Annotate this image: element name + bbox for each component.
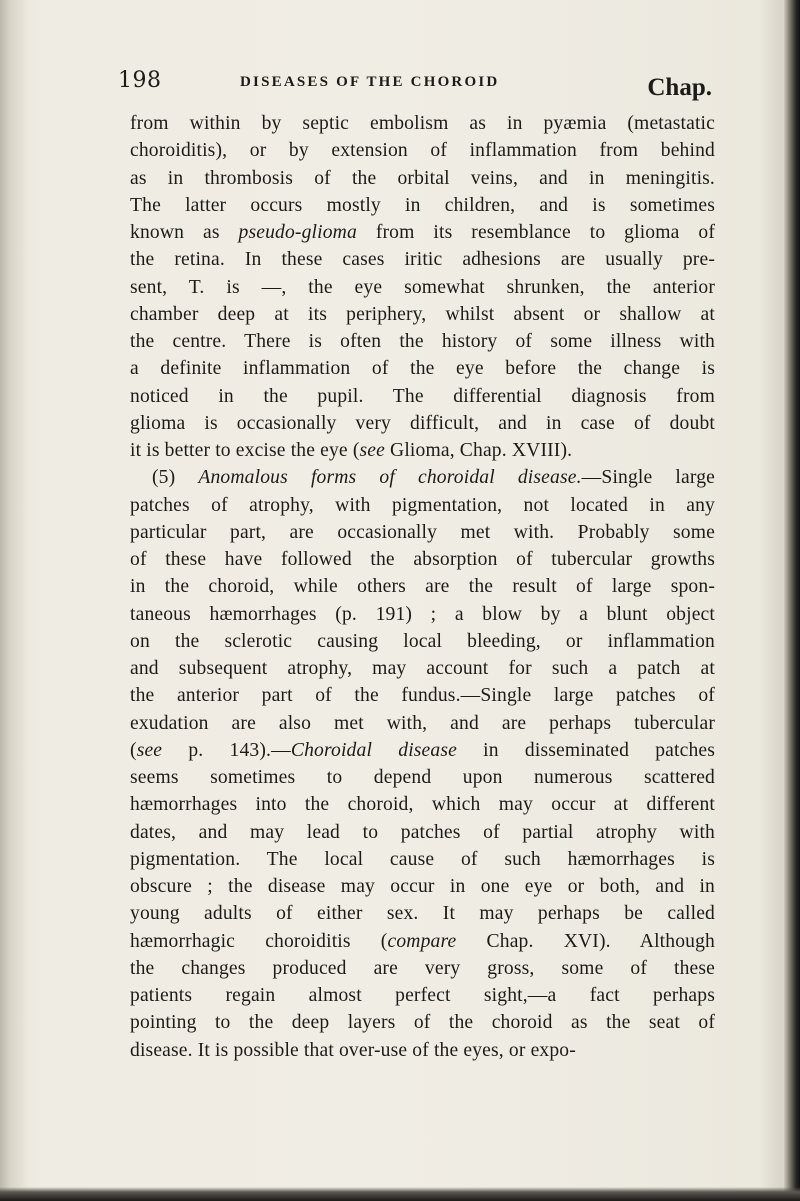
text-line <box>130 601 715 628</box>
text-line <box>130 900 715 927</box>
page-header <box>118 68 712 108</box>
text-run: hæmorrhages into the choroid, which may occur at different <box>130 794 715 816</box>
text-run: dates, and may lead to patches of partial atrophy with <box>130 821 715 843</box>
text-line <box>130 710 715 737</box>
text-line <box>130 655 715 682</box>
text-line <box>130 1009 715 1036</box>
text-run: patches of atrophy, with pigmentation, not located in any <box>130 494 715 516</box>
text-run: on the sclerotic causing local bleeding, or inflammation <box>130 630 715 652</box>
text-line <box>130 846 715 873</box>
text-line <box>130 928 715 955</box>
page-bottom-edge <box>0 1187 800 1201</box>
text-run: as in thrombosis of the orbital veins, and in meningitis. <box>130 167 715 189</box>
text-run: a definite inflammation of the eye before the change is <box>130 358 715 380</box>
text-line <box>130 573 715 600</box>
text-line <box>130 165 715 192</box>
text-run: and subsequent atrophy, may account for such a patch at <box>130 658 715 679</box>
text-line <box>130 246 715 273</box>
text-run: the centre. There is often the history of some illness with <box>130 331 715 352</box>
text-run: Glioma, Chap. XVIII). <box>384 440 573 461</box>
text-line <box>130 137 715 164</box>
text-line <box>130 737 715 764</box>
text-run: pigmentation. The local cause of such hæmorrhages is <box>130 848 715 870</box>
text-run: the changes produced are very gross, some of these <box>130 957 715 979</box>
text-run: known as <box>130 222 239 243</box>
text-run: glioma is occasionally very difficult, and in case of doubt <box>130 412 715 434</box>
text-line <box>130 1037 715 1064</box>
text-line <box>130 219 715 246</box>
text-run: young adults of either sex. It may perhaps be called <box>130 903 715 925</box>
text-line <box>130 274 715 301</box>
text-line <box>130 819 715 846</box>
italic-text: Anomalous forms of choroidal disease. <box>198 467 582 489</box>
text-line <box>130 437 715 464</box>
body-text <box>130 110 715 1064</box>
text-line <box>130 328 715 355</box>
text-run: seems sometimes to depend upon numerous scattered <box>130 767 715 788</box>
text-line <box>130 492 715 519</box>
text-run: particular part, are occasionally met with. Probably some <box>130 521 715 543</box>
running-title: DISEASES OF THE CHOROID <box>240 74 500 90</box>
text-run: noticed in the pupil. The differential diagnosis from <box>130 385 715 407</box>
text-line <box>130 355 715 382</box>
text-line <box>130 410 715 437</box>
italic-text: see <box>359 440 385 461</box>
page-number: 198 <box>118 68 162 93</box>
text-line <box>130 982 715 1009</box>
text-run: disease. It is possible that over-use of the eyes, or expo- <box>130 1039 576 1061</box>
page-right-edge <box>784 0 800 1201</box>
text-line <box>130 464 715 491</box>
text-run: patients regain almost perfect sight,—a fact perhaps <box>130 985 715 1006</box>
text-line <box>130 955 715 982</box>
text-line <box>130 764 715 791</box>
text-line <box>130 301 715 328</box>
text-run: Chap. XVI). Although <box>456 930 715 952</box>
text-run: from within by septic embolism as in pyæmia (metastatic <box>130 113 715 134</box>
text-run: pointing to the deep layers of the choroid as the seat of <box>130 1012 715 1034</box>
text-run: p. 143).— <box>162 739 291 761</box>
text-line <box>130 546 715 573</box>
text-run: choroiditis), or by extension of inflammation from behind <box>130 140 715 162</box>
text-run: the retina. In these cases iritic adhesions are usually pre- <box>130 249 715 271</box>
text-run: The latter occurs mostly in children, and is sometimes <box>130 194 715 216</box>
text-line <box>130 682 715 709</box>
text-run: it is better to excise the eye ( <box>130 440 360 461</box>
text-run: in the choroid, while others are the result of large spon- <box>130 576 715 598</box>
text-run: —Single large <box>581 467 715 489</box>
text-run: of these have followed the absorption of tubercular growths <box>130 549 715 570</box>
text-run: obscure ; the disease may occur in one eye or both, and in <box>130 876 715 897</box>
text-line <box>130 383 715 410</box>
italic-text: pseudo-glioma <box>238 222 357 243</box>
text-line <box>130 110 715 137</box>
text-run: chamber deep at its periphery, whilst absent or shallow at <box>130 303 715 325</box>
text-line <box>130 628 715 655</box>
text-line <box>130 192 715 219</box>
text-run: sent, T. is —, the eye somewhat shrunken, the anterior <box>130 276 715 298</box>
italic-text: Choroidal disease <box>290 739 457 761</box>
text-run: in disseminated patches <box>456 739 716 761</box>
page-gutter-shadow <box>0 0 28 1201</box>
italic-text: see <box>136 739 163 761</box>
italic-text: compare <box>387 930 457 952</box>
text-line <box>130 873 715 900</box>
text-run: exudation are also met with, and are perhaps tubercular <box>130 712 715 734</box>
text-run: the anterior part of the fundus.—Single large patches of <box>130 685 715 707</box>
text-run: from its resemblance to glioma of <box>356 222 716 243</box>
text-run: hæmorrhagic choroiditis ( <box>130 930 388 952</box>
text-run: (5) <box>152 467 199 489</box>
chapter-label: Chap. <box>647 74 712 101</box>
text-line <box>130 791 715 818</box>
text-run: ( <box>130 739 137 761</box>
text-line <box>130 519 715 546</box>
text-run: taneous hæmorrhages (p. 191) ; a blow by a blunt object <box>130 603 715 625</box>
